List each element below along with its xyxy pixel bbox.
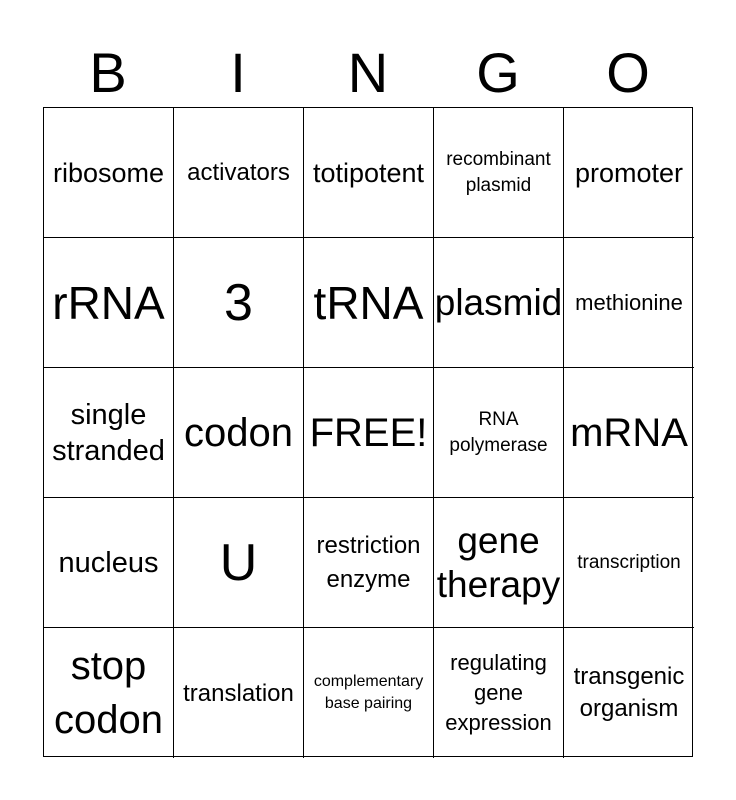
bingo-cell[interactable] [564, 238, 694, 368]
bingo-cell[interactable] [44, 628, 174, 758]
bingo-cell[interactable] [174, 238, 304, 368]
bingo-cell[interactable] [434, 628, 564, 758]
cell-label: transgenic organism [573, 663, 685, 722]
header-letter-n: N [347, 41, 389, 104]
cell-label: restriction enzyme [316, 531, 421, 593]
bingo-cell[interactable] [434, 368, 564, 498]
cell-label: stop codon [54, 644, 163, 742]
bingo-cell[interactable] [174, 108, 304, 238]
bingo-cell[interactable] [44, 238, 174, 368]
bingo-cell[interactable] [304, 108, 434, 238]
cell-label: rRNA [52, 276, 165, 329]
cell-label: transcription [577, 551, 681, 573]
cell-label: totipotent [312, 157, 425, 188]
cell-label: recombinant plasmid [446, 148, 551, 196]
cell-label: mRNA [570, 410, 688, 455]
cell-label: promoter [574, 157, 684, 188]
bingo-cell[interactable] [44, 108, 174, 238]
cell-label: codon [184, 410, 293, 455]
bingo-cell[interactable] [174, 498, 304, 628]
header-letter-g: G [476, 41, 520, 104]
bingo-cell[interactable] [564, 628, 694, 758]
bingo-cell[interactable] [564, 108, 694, 238]
bingo-header [43, 38, 693, 108]
bingo-cell[interactable] [434, 498, 564, 628]
header-letter-o: O [606, 41, 650, 104]
cell-label: ribosome [52, 157, 165, 188]
bingo-cell[interactable] [44, 498, 174, 628]
header-letter-b: B [89, 41, 127, 104]
cell-label: U [219, 533, 258, 592]
bingo-grid [43, 107, 693, 757]
bingo-cell[interactable] [434, 108, 564, 238]
bingo-cell[interactable] [304, 368, 434, 498]
cell-label: tRNA [313, 276, 424, 329]
cell-label: RNA polymerase [449, 408, 548, 456]
cell-label: 3 [224, 273, 253, 332]
bingo-cell[interactable] [434, 238, 564, 368]
bingo-cell[interactable] [304, 498, 434, 628]
cell-label: plasmid [434, 282, 563, 323]
bingo-cell[interactable] [304, 628, 434, 758]
cell-label: activators [187, 159, 290, 186]
cell-label: nucleus [58, 546, 159, 579]
cell-label: regulating gene expression [445, 650, 552, 735]
cell-label: methionine [575, 289, 683, 315]
cell-label: FREE! [309, 410, 428, 455]
cell-label: single stranded [52, 398, 165, 467]
bingo-cell[interactable] [174, 368, 304, 498]
cell-label: gene therapy [436, 519, 561, 605]
bingo-cell[interactable] [44, 368, 174, 498]
bingo-cell[interactable] [174, 628, 304, 758]
cell-label: translation [183, 679, 294, 707]
bingo-cell[interactable] [304, 238, 434, 368]
bingo-cell[interactable] [564, 498, 694, 628]
bingo-cell[interactable] [564, 368, 694, 498]
header-letter-i: I [230, 41, 246, 104]
cell-label: complementary base pairing [313, 673, 424, 712]
